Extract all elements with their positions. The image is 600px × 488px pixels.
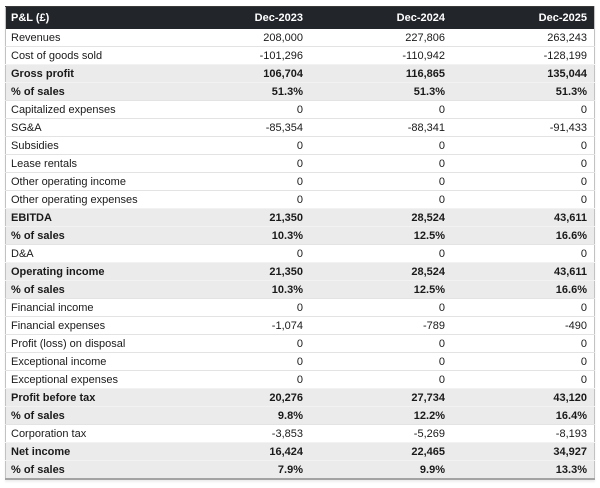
row-value: -91,433 <box>452 119 595 137</box>
table-row <box>6 209 595 227</box>
row-value: 16.6% <box>452 227 595 245</box>
row-label: Capitalized expenses <box>6 101 169 119</box>
row-label: SG&A <box>6 119 169 137</box>
row-value: 28,524 <box>310 263 452 281</box>
pnl-table-body <box>6 29 595 479</box>
row-label: Revenues <box>6 29 169 47</box>
column-header-dec-2023: Dec-2023 <box>168 7 310 30</box>
row-value: 0 <box>452 137 595 155</box>
row-value: 0 <box>168 101 310 119</box>
column-header-dec-2024: Dec-2024 <box>310 7 452 30</box>
row-value: -789 <box>310 317 452 335</box>
row-value: -1,074 <box>168 317 310 335</box>
row-value: 27,734 <box>310 389 452 407</box>
row-value: 0 <box>168 245 310 263</box>
table-row <box>6 461 595 480</box>
row-label: D&A <box>6 245 169 263</box>
row-value: 0 <box>168 155 310 173</box>
row-value: 106,704 <box>168 65 310 83</box>
table-row <box>6 389 595 407</box>
row-value: 22,465 <box>310 443 452 461</box>
row-value: 0 <box>310 299 452 317</box>
row-label: Gross profit <box>6 65 169 83</box>
row-label: Subsidies <box>6 137 169 155</box>
row-label: Exceptional income <box>6 353 169 371</box>
row-label: Other operating income <box>6 173 169 191</box>
row-value: 0 <box>168 137 310 155</box>
table-row <box>6 263 595 281</box>
row-label: Financial expenses <box>6 317 169 335</box>
row-label: Cost of goods sold <box>6 47 169 65</box>
row-value: 0 <box>168 371 310 389</box>
table-row <box>6 155 595 173</box>
row-value: 12.2% <box>310 407 452 425</box>
table-row <box>6 191 595 209</box>
row-value: 0 <box>452 155 595 173</box>
row-label: Operating income <box>6 263 169 281</box>
row-value: -3,853 <box>168 425 310 443</box>
row-value: 9.9% <box>310 461 452 480</box>
row-value: 0 <box>310 371 452 389</box>
row-value: 13.3% <box>452 461 595 480</box>
row-value: 12.5% <box>310 227 452 245</box>
row-value: 0 <box>168 353 310 371</box>
row-value: 0 <box>168 299 310 317</box>
row-value: 9.8% <box>168 407 310 425</box>
row-value: 0 <box>310 155 452 173</box>
row-value: 0 <box>452 299 595 317</box>
row-value: 0 <box>452 245 595 263</box>
row-value: 0 <box>310 335 452 353</box>
row-label: % of sales <box>6 461 169 480</box>
row-value: 0 <box>310 173 452 191</box>
table-row <box>6 29 595 47</box>
row-value: 227,806 <box>310 29 452 47</box>
table-row <box>6 137 595 155</box>
row-value: -5,269 <box>310 425 452 443</box>
row-value: 0 <box>452 101 595 119</box>
header-row <box>6 7 595 30</box>
table-row <box>6 335 595 353</box>
row-value: 43,120 <box>452 389 595 407</box>
table-row <box>6 101 595 119</box>
row-label: Other operating expenses <box>6 191 169 209</box>
row-value: 116,865 <box>310 65 452 83</box>
row-value: 135,044 <box>452 65 595 83</box>
row-label: Net income <box>6 443 169 461</box>
row-value: 20,276 <box>168 389 310 407</box>
row-value: 0 <box>452 371 595 389</box>
row-value: 0 <box>452 353 595 371</box>
pnl-table <box>5 6 595 480</box>
row-value: 34,927 <box>452 443 595 461</box>
row-value: 0 <box>452 191 595 209</box>
row-value: 0 <box>310 101 452 119</box>
row-value: -85,354 <box>168 119 310 137</box>
table-row <box>6 245 595 263</box>
row-value: 0 <box>168 173 310 191</box>
pnl-forecast-table-container <box>5 6 595 480</box>
row-label: Financial income <box>6 299 169 317</box>
row-value: 12.5% <box>310 281 452 299</box>
row-value: 51.3% <box>452 83 595 101</box>
row-value: 208,000 <box>168 29 310 47</box>
table-row <box>6 47 595 65</box>
table-row <box>6 443 595 461</box>
table-row <box>6 281 595 299</box>
row-value: -8,193 <box>452 425 595 443</box>
table-row <box>6 227 595 245</box>
row-value: 10.3% <box>168 281 310 299</box>
row-value: -110,942 <box>310 47 452 65</box>
table-row <box>6 65 595 83</box>
row-value: 43,611 <box>452 209 595 227</box>
row-label: EBITDA <box>6 209 169 227</box>
table-row <box>6 407 595 425</box>
row-label: Profit (loss) on disposal <box>6 335 169 353</box>
row-value: 21,350 <box>168 263 310 281</box>
table-row <box>6 173 595 191</box>
row-value: 0 <box>452 173 595 191</box>
column-header-dec-2025: Dec-2025 <box>452 7 595 30</box>
row-label: Exceptional expenses <box>6 371 169 389</box>
row-value: 51.3% <box>168 83 310 101</box>
row-value: 0 <box>168 191 310 209</box>
table-row <box>6 371 595 389</box>
row-label: % of sales <box>6 227 169 245</box>
row-value: 0 <box>310 191 452 209</box>
row-label: Corporation tax <box>6 425 169 443</box>
row-value: 16.4% <box>452 407 595 425</box>
row-label: % of sales <box>6 83 169 101</box>
table-row <box>6 119 595 137</box>
row-value: 0 <box>310 245 452 263</box>
row-value: 10.3% <box>168 227 310 245</box>
row-value: 263,243 <box>452 29 595 47</box>
row-label: Lease rentals <box>6 155 169 173</box>
row-value: 0 <box>168 335 310 353</box>
row-value: -128,199 <box>452 47 595 65</box>
table-row <box>6 425 595 443</box>
row-value: 51.3% <box>310 83 452 101</box>
row-value: 0 <box>310 353 452 371</box>
row-value: 16,424 <box>168 443 310 461</box>
row-value: 0 <box>310 137 452 155</box>
table-row <box>6 353 595 371</box>
row-value: -88,341 <box>310 119 452 137</box>
row-value: 7.9% <box>168 461 310 480</box>
table-row <box>6 83 595 101</box>
row-label: Profit before tax <box>6 389 169 407</box>
row-value: 16.6% <box>452 281 595 299</box>
row-label: % of sales <box>6 281 169 299</box>
pnl-table-header <box>6 7 595 30</box>
table-row <box>6 299 595 317</box>
row-value: 28,524 <box>310 209 452 227</box>
row-value: -101,296 <box>168 47 310 65</box>
table-row <box>6 317 595 335</box>
row-value: 43,611 <box>452 263 595 281</box>
row-value: 21,350 <box>168 209 310 227</box>
row-value: 0 <box>452 335 595 353</box>
row-label: % of sales <box>6 407 169 425</box>
table-title: P&L (£) <box>6 7 169 30</box>
row-value: -490 <box>452 317 595 335</box>
